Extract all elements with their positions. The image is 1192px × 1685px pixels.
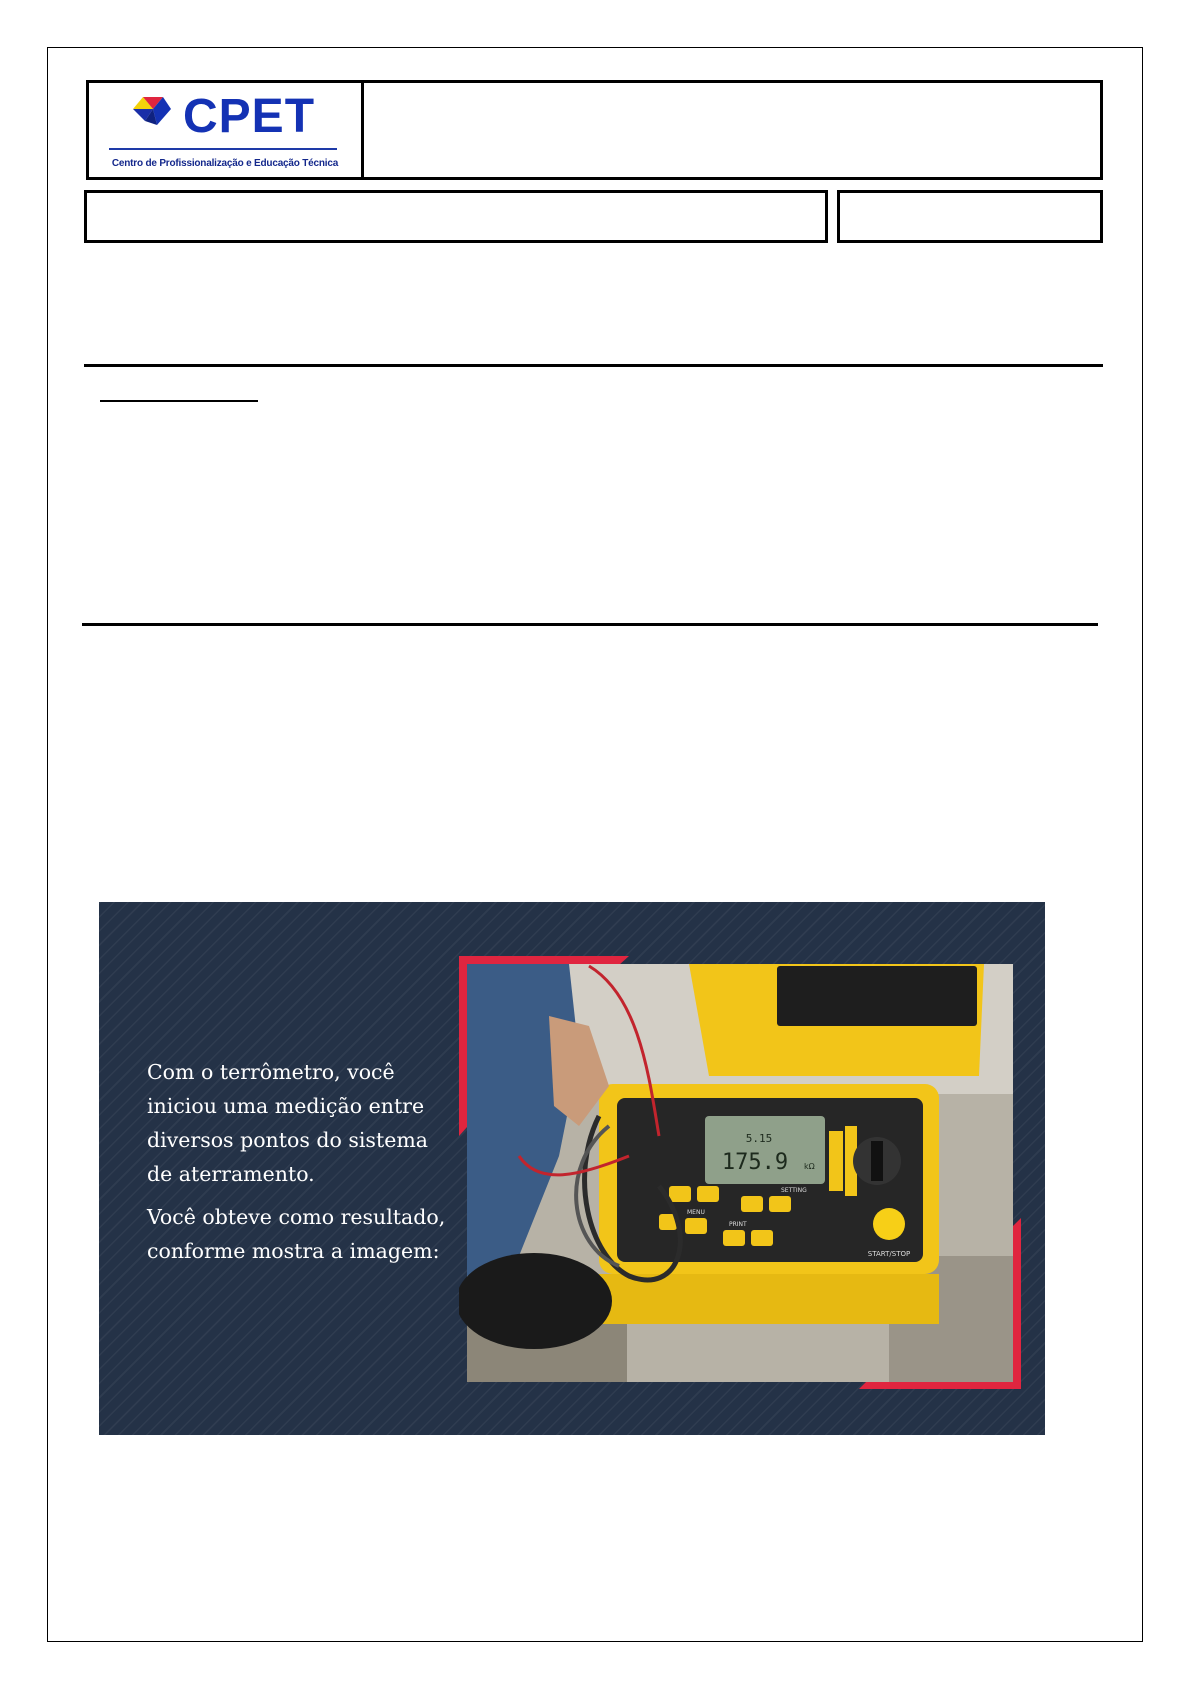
question-banner <box>99 902 1045 1435</box>
photo-image <box>459 964 1013 1382</box>
logo-subtitle: Centro de Profissionalização e Educação Técnica <box>111 158 339 169</box>
section-divider-bottom <box>82 623 1098 626</box>
section-divider-top <box>84 364 1103 367</box>
display-secondary-reading: 5.15 <box>745 1132 773 1145</box>
print-label: PRINT <box>729 1221 747 1228</box>
header-date-box <box>837 190 1103 243</box>
display-unit: kΩ <box>804 1162 815 1171</box>
setting-label: SETTING <box>781 1187 807 1194</box>
banner-text <box>147 1055 447 1277</box>
display-main-reading: 175.9 <box>721 1150 789 1175</box>
banner-paragraph-1: Com o terrômetro, você iniciou uma medição entre diversos pontos do sistema de aterramento. <box>147 1060 428 1186</box>
start-stop-label: START/STOP <box>867 1250 911 1258</box>
menu-label: MENU <box>687 1209 705 1216</box>
earth-tester-photo <box>459 956 1021 1389</box>
header-title-box <box>361 80 1103 180</box>
section-heading-underline <box>100 400 258 402</box>
header-field-box <box>84 190 828 243</box>
logo-box <box>86 80 364 180</box>
logo-divider <box>109 148 337 150</box>
banner-paragraph-2: Você obteve como resultado, conforme mostra a imagem: <box>147 1205 446 1263</box>
logo-wordmark: CPET <box>183 90 316 143</box>
logo-diamond-icon <box>127 93 179 133</box>
